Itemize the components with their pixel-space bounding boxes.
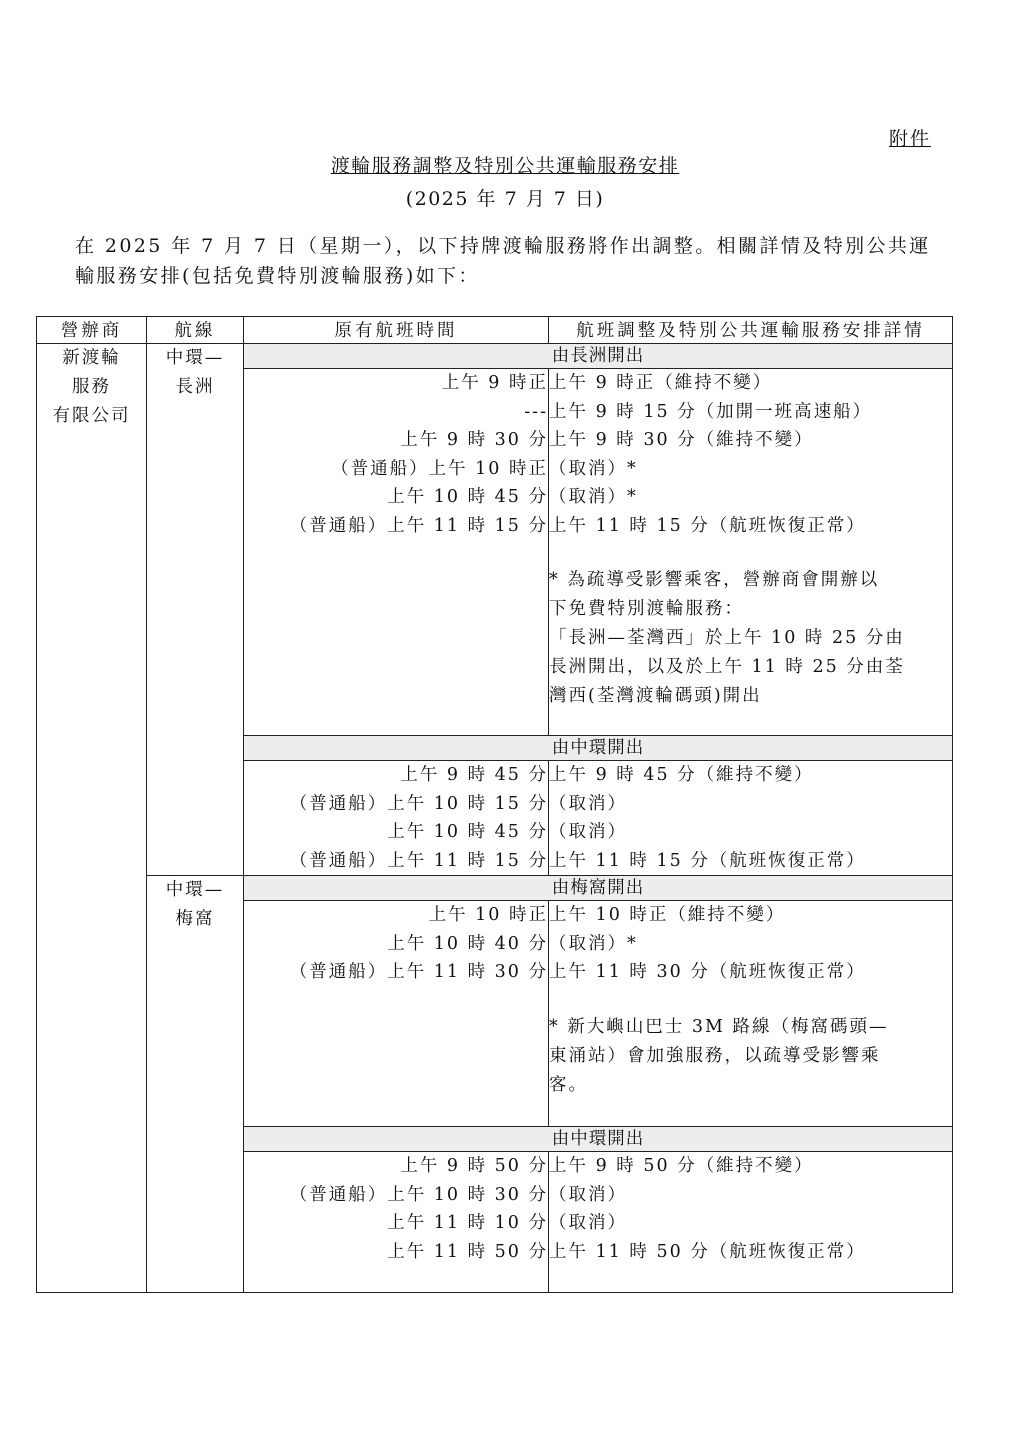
adjusted-time: 上午 11 時 15 分（航班恢復正常） (549, 850, 866, 871)
original-time: 上午 9 時正 (441, 373, 548, 393)
route-name-line: 中環— (165, 348, 225, 368)
adjusted-times-cell (549, 1152, 953, 1293)
adjusted-time: （取消） (549, 1184, 627, 1205)
adjusted-time: （取消）* (549, 458, 638, 479)
route-cell-mui-wo (147, 876, 244, 1293)
document-title-block (0, 151, 1010, 211)
operator-name-line: 有限公司 (52, 406, 131, 426)
note-line: * 為疏導受影響乘客，營辦商會開辦以 (549, 570, 880, 590)
adjusted-time: 上午 9 時 50 分（維持不變） (549, 1156, 814, 1176)
special-bus-note (549, 1013, 952, 1100)
table-header-row (37, 317, 953, 344)
original-time: （普通船）上午 10 時正 (331, 458, 548, 479)
adjusted-time: 上午 9 時 15 分（加開一班高速船） (549, 401, 873, 422)
original-times-cell (244, 1152, 549, 1293)
route-cell-cheung-chau (147, 344, 244, 876)
header-original-schedule: 原有航班時間 (244, 317, 549, 344)
table-row (37, 876, 953, 901)
adjusted-time: （取消）* (549, 487, 638, 507)
note-line: 下免費特別渡輪服務： (549, 599, 744, 619)
note-line: * 新大嶼山巴士 3M 路線（梅窩碼頭— (549, 1016, 889, 1037)
annex-label: 附件 (889, 128, 932, 150)
section-band-from-central: 由中環開出 (244, 1127, 953, 1152)
route-name-line: 中環— (165, 880, 225, 900)
adjusted-times-cell (549, 901, 953, 1127)
note-line: 客。 (549, 1074, 588, 1095)
note-line: 東涌站）會加強服務，以疏導受影響乘 (549, 1045, 881, 1066)
special-ferry-note (549, 566, 952, 711)
adjusted-time: （取消） (549, 1213, 627, 1233)
original-time: （普通船）上午 11 時 30 分 (289, 962, 548, 982)
original-time: 上午 11 時 50 分 (387, 1241, 548, 1262)
operator-name-line: 服務 (72, 377, 111, 397)
adjusted-times-cell (549, 761, 953, 876)
original-times-cell (244, 761, 549, 876)
section-band-from-central: 由中環開出 (244, 736, 953, 761)
original-times-cell (244, 901, 549, 1127)
section-band-from-cheung-chau: 由長洲開出 (244, 344, 953, 369)
operator-cell (37, 344, 147, 1293)
original-time: 上午 10 時 40 分 (387, 933, 548, 954)
note-line: 灣西(荃灣渡輪碼頭)開出 (549, 686, 762, 706)
original-time: （普通船）上午 10 時 30 分 (289, 1184, 548, 1205)
adjusted-times-cell (549, 369, 953, 736)
note-line: 「長洲—荃灣西」於上午 10 時 25 分由 (549, 628, 905, 648)
intro-paragraph: 在 2025 年 7 月 7 日（星期一），以下持牌渡輪服務將作出調整。相關詳情及特別公共運輸服務安排(包括免費特別渡輪服務)如下： (75, 235, 931, 287)
document-title: 渡輪服務調整及特別公共運輸服務安排 (330, 155, 680, 177)
route-name-line: 梅窩 (175, 909, 215, 929)
header-operator: 營辦商 (37, 317, 147, 344)
original-time: 上午 9 時 50 分 (400, 1156, 548, 1176)
document-date: (2025 年 7 月 7 日) (405, 188, 605, 210)
header-route: 航線 (147, 317, 244, 344)
original-time: 上午 10 時 45 分 (387, 822, 548, 842)
original-time: 上午 10 時正 (428, 905, 548, 925)
adjusted-time: 上午 11 時 30 分（航班恢復正常） (549, 962, 866, 982)
ferry-schedule-table (36, 316, 953, 1293)
original-time: 上午 9 時 45 分 (400, 765, 548, 785)
original-times-cell (244, 369, 549, 736)
adjusted-time: （取消）* (549, 933, 638, 954)
adjusted-time: 上午 9 時正（維持不變） (549, 373, 773, 393)
route-name-line: 長洲 (175, 377, 215, 397)
adjusted-time: 上午 10 時正（維持不變） (549, 905, 786, 925)
table-row (37, 344, 953, 369)
section-band-from-mui-wo: 由梅窩開出 (244, 876, 953, 901)
header-adjustment-details: 航班調整及特別公共運輸服務安排詳情 (549, 317, 953, 344)
adjusted-time: 上午 11 時 15 分（航班恢復正常） (549, 515, 866, 536)
original-time: （普通船）上午 11 時 15 分 (289, 515, 548, 536)
original-time: 上午 9 時 30 分 (400, 430, 548, 450)
original-time: 上午 10 時 45 分 (387, 487, 548, 507)
adjusted-time: 上午 9 時 30 分（維持不變） (549, 430, 814, 450)
operator-name-line: 新渡輪 (62, 348, 121, 368)
note-line: 長洲開出，以及於上午 11 時 25 分由荃 (549, 657, 905, 677)
adjusted-time: 上午 11 時 50 分（航班恢復正常） (549, 1241, 866, 1262)
original-time: --- (524, 401, 548, 422)
adjusted-time: 上午 9 時 45 分（維持不變） (549, 765, 814, 785)
adjusted-time: （取消） (549, 793, 627, 814)
original-time: （普通船）上午 10 時 15 分 (289, 793, 548, 814)
original-time: 上午 11 時 10 分 (387, 1213, 548, 1233)
original-time: （普通船）上午 11 時 15 分 (289, 850, 548, 871)
adjusted-time: （取消） (549, 822, 627, 842)
